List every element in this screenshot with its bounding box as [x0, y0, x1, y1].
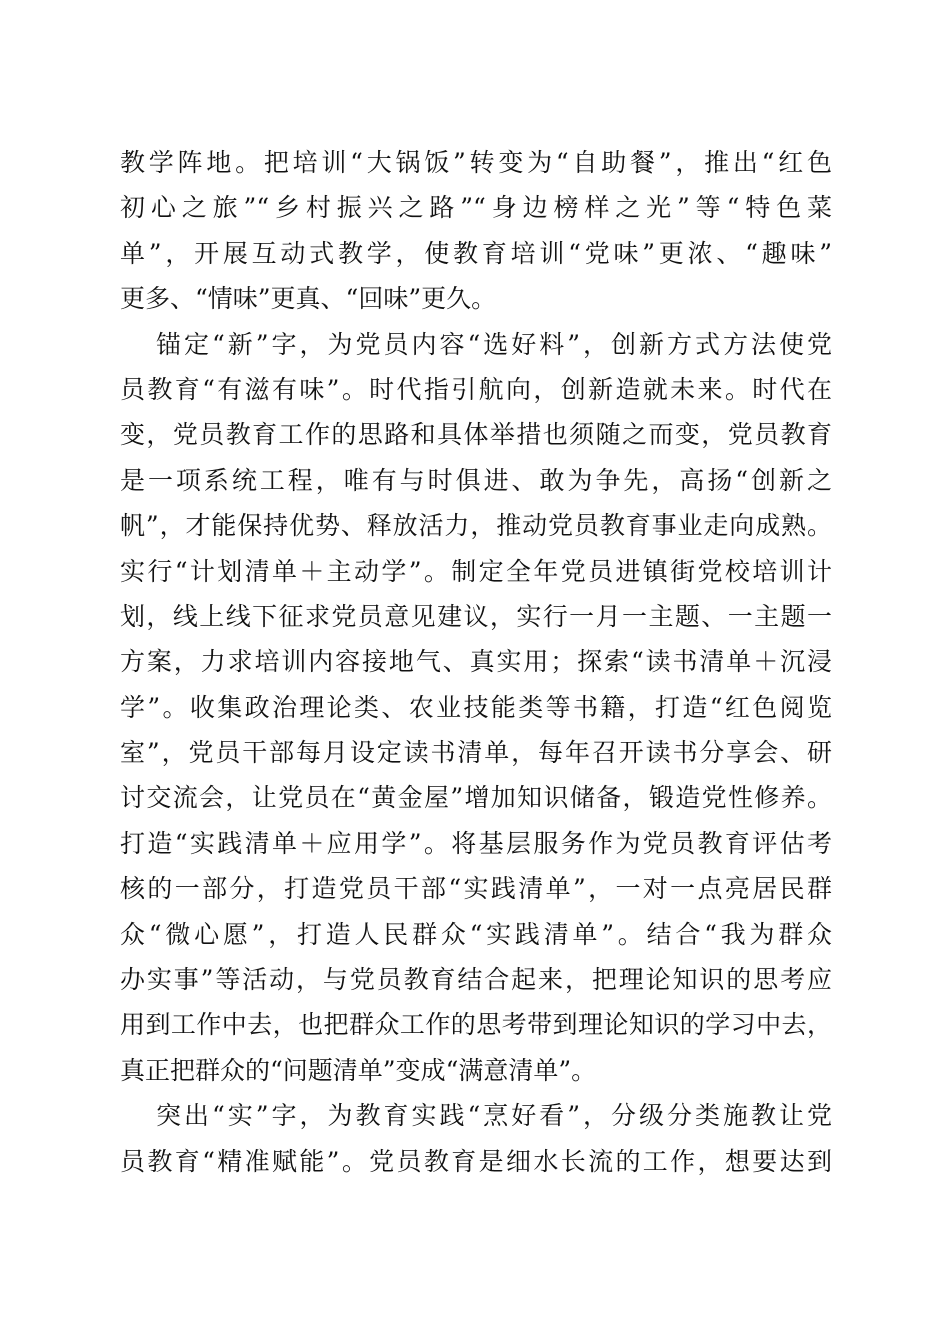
text-line: 变，党员教育工作的思路和具体举措也须随之而变，党员教育 [120, 420, 832, 450]
text-line: 核的一部分，打造党员干部“实践清单”，一对一点亮居民群 [120, 874, 832, 904]
text-line: 室”，党员干部每月设定读书清单，每年召开读书分享会、研 [120, 738, 832, 768]
text-line: 初心之旅”“乡村振兴之路”“身边榜样之光”等“特色菜 [120, 193, 832, 223]
text-line: 学”。收集政治理论类、农业技能类等书籍，打造“红色阅览 [120, 692, 832, 722]
text-line: 帆”，才能保持优势、释放活力，推动党员教育事业走向成熟。 [120, 511, 832, 541]
text-line: 办实事”等活动，与党员教育结合起来，把理论知识的思考应 [120, 965, 832, 995]
text-line: 讨交流会，让党员在“黄金屋”增加知识储备，锻造党性修养。 [120, 783, 832, 813]
text-line: 打造“实践清单＋应用学”。将基层服务作为党员教育评估考 [120, 828, 832, 858]
text-line: 员教育“精准赋能”。党员教育是细水长流的工作，想要达到 [120, 1146, 832, 1176]
text-line: 单”，开展互动式教学，使教育培训“党味”更浓、“趣味” [120, 238, 832, 268]
text-line: 教学阵地。把培训“大锅饭”转变为“自助餐”，推出“红色 [120, 148, 832, 177]
text-line: 划，线上线下征求党员意见建议，实行一月一主题、一主题一 [120, 601, 832, 631]
text-line: 更多、“情味”更真、“回味”更久。 [120, 284, 497, 314]
text-line: 实行“计划清单＋主动学”。制定全年党员进镇街党校培训计 [120, 556, 832, 586]
body-text [120, 140, 832, 1184]
text-line: 真正把群众的“问题清单”变成“满意清单”。 [120, 1055, 597, 1085]
text-line: 方案，力求培训内容接地气、真实用；探索“读书清单＋沉浸 [120, 647, 832, 677]
text-line: 是一项系统工程，唯有与时俱进、敢为争先，高扬“创新之 [120, 465, 832, 495]
paragraph-first-line: 突出“实”字，为教育实践“烹好看”，分级分类施教让党 [156, 1101, 832, 1131]
paragraph-first-line: 锚定“新”字，为党员内容“选好料”，创新方式方法使党 [156, 329, 832, 359]
text-line: 员教育“有滋有味”。时代指引航向，创新造就未来。时代在 [120, 374, 832, 404]
text-line: 众“微心愿”，打造人民群众“实践清单”。结合“我为群众 [120, 919, 832, 949]
text-line: 用到工作中去，也把群众工作的思考带到理论知识的学习中去， [120, 1010, 832, 1040]
